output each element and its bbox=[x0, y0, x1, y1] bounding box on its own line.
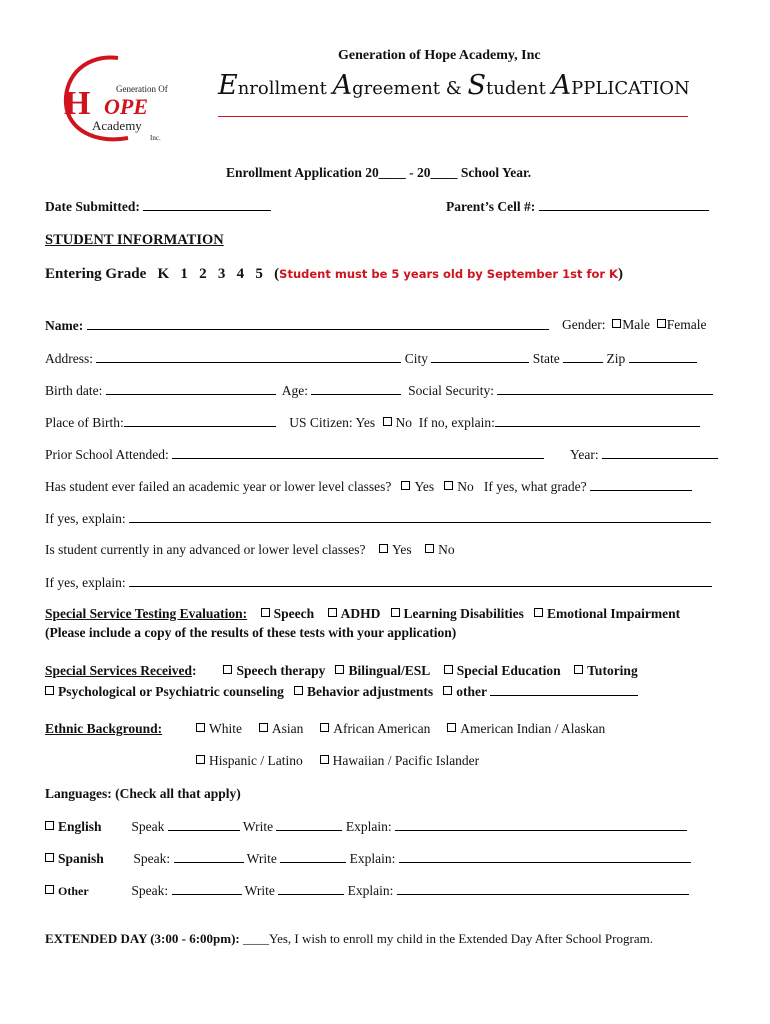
title-s-cap: S bbox=[467, 70, 487, 101]
title-s-rest: tudent bbox=[486, 78, 546, 99]
lang-english-row: English Speak Write Explain: bbox=[45, 818, 687, 835]
testing-label: Special Service Testing Evaluation: bbox=[45, 606, 248, 621]
svc-other-field[interactable] bbox=[490, 683, 638, 696]
title-ap-cap: A bbox=[551, 70, 572, 101]
failed-row: Has student ever failed an academic year or lower level classes? Yes No If yes, what grade? bbox=[45, 478, 692, 495]
lang-other-row: Other Speak: Write Explain: bbox=[45, 882, 689, 899]
testing-note: (Please include a copy of the results of these tests with your application) bbox=[45, 625, 457, 640]
english-explain-field[interactable] bbox=[395, 818, 687, 831]
failed-no-checkbox[interactable] bbox=[444, 481, 453, 490]
state-field[interactable] bbox=[563, 350, 603, 363]
name-field[interactable] bbox=[87, 317, 549, 330]
birth-date-field[interactable] bbox=[106, 382, 276, 395]
other-write-field[interactable] bbox=[278, 882, 344, 895]
section-student-info: STUDENT INFORMATION bbox=[45, 232, 224, 248]
ethnic-row-1: White Asian African American American Indian / Alaskan bbox=[196, 721, 605, 737]
extended-day-text: ____Yes, I wish to enroll my child in the Extended Day After School Program. bbox=[243, 931, 653, 946]
svc-sped-checkbox[interactable] bbox=[444, 665, 453, 674]
services-row-2: Psychological or Psychiatric counseling Behavior adjustments other bbox=[45, 683, 638, 700]
advanced-no-checkbox[interactable] bbox=[425, 544, 434, 553]
school-year-line: Enrollment Application 20____ - 20____ School Year. bbox=[226, 165, 532, 180]
age-field[interactable] bbox=[311, 382, 401, 395]
zip-field[interactable] bbox=[629, 350, 697, 363]
explain-row-2: If yes, explain: bbox=[45, 574, 712, 591]
date-submitted-field[interactable] bbox=[143, 198, 271, 211]
testing-ei-checkbox[interactable] bbox=[534, 608, 543, 617]
svc-behavior-checkbox[interactable] bbox=[294, 686, 303, 695]
english-write-field[interactable] bbox=[276, 818, 342, 831]
testing-ld-checkbox[interactable] bbox=[391, 608, 400, 617]
male-checkbox[interactable] bbox=[612, 319, 621, 328]
place-row: Place of Birth: US Citizen: Yes No If no, explain: bbox=[45, 414, 700, 431]
ssn-field[interactable] bbox=[497, 382, 713, 395]
advanced-yes-checkbox[interactable] bbox=[379, 544, 388, 553]
languages-label: Languages: (Check all that apply) bbox=[45, 786, 241, 801]
testing-speech-checkbox[interactable] bbox=[261, 608, 270, 617]
eth-indian-checkbox[interactable] bbox=[447, 723, 456, 732]
other-speak-field[interactable] bbox=[172, 882, 242, 895]
english-speak-field[interactable] bbox=[168, 818, 240, 831]
explain-field-1[interactable] bbox=[129, 510, 711, 523]
doc-title bbox=[218, 70, 690, 101]
explain-field-2[interactable] bbox=[129, 574, 712, 587]
logo-big-ope: OPE bbox=[104, 94, 148, 119]
svc-speech-checkbox[interactable] bbox=[223, 665, 232, 674]
ethnic-row-2: Hispanic / Latino Hawaiian / Pacific Islander bbox=[196, 753, 479, 769]
extended-day-row bbox=[45, 931, 653, 947]
eth-asian-checkbox[interactable] bbox=[259, 723, 268, 732]
entering-grade: Entering Grade K 1 2 3 4 5 (Student must be 5 years old by September 1st for K) bbox=[45, 266, 623, 282]
logo-big-h: H bbox=[64, 85, 91, 122]
title-rule bbox=[218, 116, 688, 117]
parent-cell-field[interactable] bbox=[539, 198, 709, 211]
address-row: Address: City State Zip bbox=[45, 350, 697, 367]
other-explain-field[interactable] bbox=[397, 882, 689, 895]
ethnic-label: Ethnic Background: bbox=[45, 721, 163, 736]
place-of-birth-field[interactable] bbox=[124, 414, 276, 427]
extended-day-label: EXTENDED DAY (3:00 - 6:00pm): bbox=[45, 931, 240, 946]
failed-yes-checkbox[interactable] bbox=[401, 481, 410, 490]
grade-label: Entering Grade K 1 2 3 4 5 bbox=[45, 266, 263, 282]
birth-row: Birth date: Age: Social Security: bbox=[45, 382, 713, 399]
title-ap-rest: PPLICATION bbox=[571, 78, 690, 99]
spanish-speak-field[interactable] bbox=[174, 850, 244, 863]
eth-white-checkbox[interactable] bbox=[196, 723, 205, 732]
name-row: Name: bbox=[45, 317, 549, 334]
citizen-yes-checkbox[interactable] bbox=[383, 417, 392, 426]
eth-hawaiian-checkbox[interactable] bbox=[320, 755, 329, 764]
services-label: Special Services Received bbox=[45, 663, 192, 678]
svc-esl-checkbox[interactable] bbox=[335, 665, 344, 674]
female-checkbox[interactable] bbox=[657, 319, 666, 328]
gender-row: Gender: Male Female bbox=[562, 317, 707, 332]
spanish-write-field[interactable] bbox=[280, 850, 346, 863]
testing-adhd-checkbox[interactable] bbox=[328, 608, 337, 617]
grade-note: Student must be 5 years old by September 1st for K bbox=[279, 267, 618, 281]
year-row: Year: bbox=[570, 446, 718, 463]
failed-grade-field[interactable] bbox=[590, 478, 692, 491]
logo-line3: Academy bbox=[92, 118, 142, 133]
title-a-rest: greement bbox=[352, 78, 441, 99]
date-submitted-label: Date Submitted: bbox=[45, 198, 271, 215]
services-row-1: Special Services Received: Speech therapy Bilingual/ESL Special Education Tutoring bbox=[45, 663, 638, 678]
citizen-explain-field[interactable] bbox=[495, 414, 700, 427]
logo-line4: Inc. bbox=[150, 134, 161, 142]
svc-psych-checkbox[interactable] bbox=[45, 686, 54, 695]
title-e-rest: nrollment bbox=[237, 78, 327, 99]
academy-logo bbox=[58, 52, 178, 147]
lang-spanish-row: Spanish Speak: Write Explain: bbox=[45, 850, 691, 867]
lang-spanish-checkbox[interactable] bbox=[45, 853, 54, 862]
year-field[interactable] bbox=[602, 446, 718, 459]
eth-hispanic-checkbox[interactable] bbox=[196, 755, 205, 764]
address-field[interactable] bbox=[96, 350, 401, 363]
testing-row: Special Service Testing Evaluation: Speech ADHD Learning Disabilities Emotional Impairment bbox=[45, 606, 681, 621]
svc-other-checkbox[interactable] bbox=[443, 686, 452, 695]
lang-english-checkbox[interactable] bbox=[45, 821, 54, 830]
parent-cell-label: Parent’s Cell #: bbox=[446, 198, 709, 215]
org-name: Generation of Hope Academy, Inc bbox=[338, 48, 541, 63]
logo-line1: Generation Of bbox=[116, 84, 168, 94]
spanish-explain-field[interactable] bbox=[399, 850, 691, 863]
explain-row-1: If yes, explain: bbox=[45, 510, 711, 527]
prior-school-field[interactable] bbox=[172, 446, 544, 459]
svc-tutoring-checkbox[interactable] bbox=[574, 665, 583, 674]
city-field[interactable] bbox=[431, 350, 529, 363]
title-e-cap: E bbox=[218, 70, 238, 101]
lang-other-checkbox[interactable] bbox=[45, 885, 54, 894]
title-amp: & bbox=[445, 78, 462, 99]
advanced-row: Is student currently in any advanced or lower level classes? Yes No bbox=[45, 542, 455, 557]
prior-row: Prior School Attended: bbox=[45, 446, 544, 463]
eth-african-checkbox[interactable] bbox=[320, 723, 329, 732]
title-a-cap: A bbox=[332, 70, 353, 101]
